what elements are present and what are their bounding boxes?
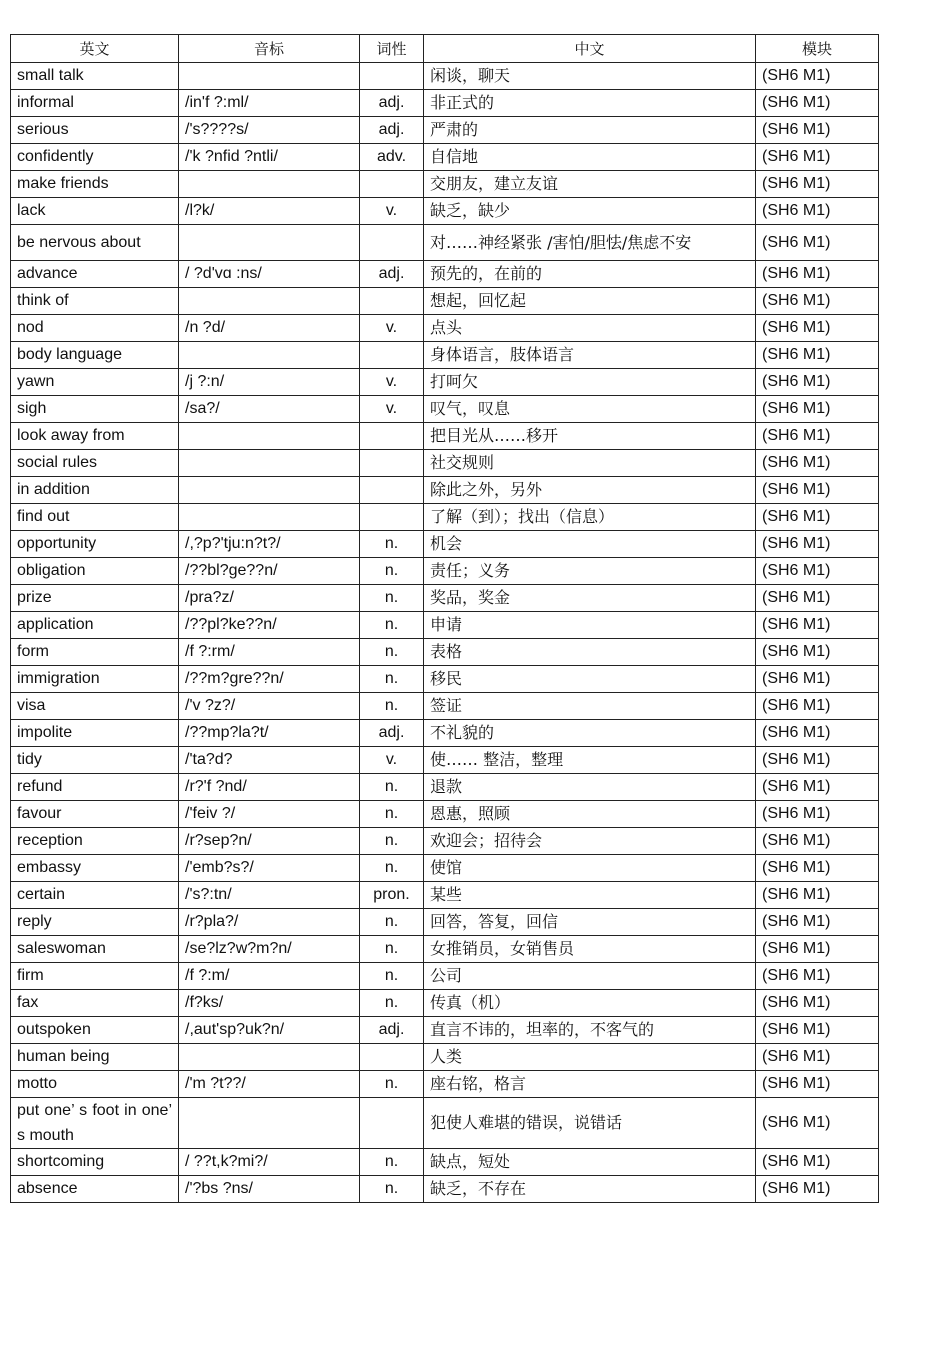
module-cell: (SH6 M1) — [756, 612, 879, 639]
pos-cell: v. — [360, 396, 424, 423]
phonetic-cell: /??mp?la?t/ — [179, 720, 360, 747]
phonetic-cell: /f ?:m/ — [179, 963, 360, 990]
module-cell: (SH6 M1) — [756, 963, 879, 990]
pos-cell: adj. — [360, 720, 424, 747]
pos-cell: n. — [360, 909, 424, 936]
chinese-cell: 回答，答复，回信 — [424, 909, 756, 936]
pos-cell: n. — [360, 963, 424, 990]
table-body — [11, 63, 879, 1203]
pos-cell: adv. — [360, 144, 424, 171]
table-row — [11, 990, 879, 1017]
phonetic-cell: /,?p?'tju:n?t?/ — [179, 531, 360, 558]
chinese-cell: 对……神经紧张 /害怕/胆怯/焦虑不安 — [424, 225, 756, 261]
english-cell: look away from — [11, 423, 179, 450]
table-row — [11, 855, 879, 882]
module-cell: (SH6 M1) — [756, 666, 879, 693]
phonetic-cell: /'m ?t??/ — [179, 1071, 360, 1098]
module-cell: (SH6 M1) — [756, 774, 879, 801]
table-row — [11, 612, 879, 639]
english-cell: immigration — [11, 666, 179, 693]
english-cell: informal — [11, 90, 179, 117]
english-cell: serious — [11, 117, 179, 144]
english-cell: yawn — [11, 369, 179, 396]
module-cell: (SH6 M1) — [756, 882, 879, 909]
english-cell: think of — [11, 288, 179, 315]
english-cell: in addition — [11, 477, 179, 504]
chinese-cell: 使馆 — [424, 855, 756, 882]
table-row — [11, 261, 879, 288]
pos-cell: n. — [360, 1149, 424, 1176]
table-row — [11, 882, 879, 909]
module-cell: (SH6 M1) — [756, 801, 879, 828]
module-cell: (SH6 M1) — [756, 585, 879, 612]
chinese-cell: 非正式的 — [424, 90, 756, 117]
chinese-cell: 直言不讳的，坦率的，不客气的 — [424, 1017, 756, 1044]
module-cell: (SH6 M1) — [756, 639, 879, 666]
pos-cell: pron. — [360, 882, 424, 909]
phonetic-cell: /r?pla?/ — [179, 909, 360, 936]
chinese-cell: 不礼貌的 — [424, 720, 756, 747]
table-row — [11, 720, 879, 747]
phonetic-cell: /pra?z/ — [179, 585, 360, 612]
chinese-cell: 退款 — [424, 774, 756, 801]
table-row — [11, 396, 879, 423]
module-cell: (SH6 M1) — [756, 828, 879, 855]
chinese-cell: 除此之外，另外 — [424, 477, 756, 504]
table-row — [11, 315, 879, 342]
english-cell: motto — [11, 1071, 179, 1098]
phonetic-cell: / ??t,k?mi?/ — [179, 1149, 360, 1176]
chinese-cell: 犯使人难堪的错误，说错话 — [424, 1098, 756, 1149]
chinese-cell: 传真（机） — [424, 990, 756, 1017]
phonetic-cell: /se?lz?w?m?n/ — [179, 936, 360, 963]
pos-cell: n. — [360, 639, 424, 666]
english-cell: refund — [11, 774, 179, 801]
pos-cell: adj. — [360, 261, 424, 288]
module-cell: (SH6 M1) — [756, 63, 879, 90]
module-cell: (SH6 M1) — [756, 477, 879, 504]
module-cell: (SH6 M1) — [756, 909, 879, 936]
phonetic-cell — [179, 477, 360, 504]
pos-cell: n. — [360, 828, 424, 855]
pos-cell: adj. — [360, 1017, 424, 1044]
header-part-of-speech: 词性 — [360, 35, 424, 63]
chinese-cell: 交朋友，建立友谊 — [424, 171, 756, 198]
english-cell: visa — [11, 693, 179, 720]
header-english: 英文 — [11, 35, 179, 63]
table-row — [11, 90, 879, 117]
english-cell: be nervous about — [11, 225, 179, 261]
module-cell: (SH6 M1) — [756, 261, 879, 288]
table-row — [11, 909, 879, 936]
table-row — [11, 666, 879, 693]
chinese-cell: 机会 — [424, 531, 756, 558]
phonetic-cell: /f ?:rm/ — [179, 639, 360, 666]
phonetic-cell — [179, 225, 360, 261]
chinese-cell: 自信地 — [424, 144, 756, 171]
module-cell: (SH6 M1) — [756, 936, 879, 963]
phonetic-cell — [179, 423, 360, 450]
module-cell: (SH6 M1) — [756, 531, 879, 558]
pos-cell: n. — [360, 693, 424, 720]
table-row — [11, 117, 879, 144]
english-cell: absence — [11, 1176, 179, 1203]
pos-cell: n. — [360, 1176, 424, 1203]
table-row — [11, 1044, 879, 1071]
module-cell: (SH6 M1) — [756, 855, 879, 882]
pos-cell: n. — [360, 936, 424, 963]
table-row — [11, 144, 879, 171]
chinese-cell: 点头 — [424, 315, 756, 342]
phonetic-cell — [179, 171, 360, 198]
table-row — [11, 531, 879, 558]
phonetic-cell: / ?d'vɑ :ns/ — [179, 261, 360, 288]
phonetic-cell: /'s????s/ — [179, 117, 360, 144]
module-cell: (SH6 M1) — [756, 693, 879, 720]
english-cell: embassy — [11, 855, 179, 882]
table-row — [11, 1149, 879, 1176]
english-cell: advance — [11, 261, 179, 288]
chinese-cell: 身体语言，肢体语言 — [424, 342, 756, 369]
table-row — [11, 225, 879, 261]
pos-cell — [360, 477, 424, 504]
module-cell: (SH6 M1) — [756, 225, 879, 261]
chinese-cell: 责任；义务 — [424, 558, 756, 585]
table-row — [11, 450, 879, 477]
module-cell: (SH6 M1) — [756, 315, 879, 342]
table-row — [11, 585, 879, 612]
english-cell: opportunity — [11, 531, 179, 558]
module-cell: (SH6 M1) — [756, 117, 879, 144]
english-cell: favour — [11, 801, 179, 828]
phonetic-cell: /n ?d/ — [179, 315, 360, 342]
module-cell: (SH6 M1) — [756, 144, 879, 171]
chinese-cell: 把目光从……移开 — [424, 423, 756, 450]
pos-cell — [360, 342, 424, 369]
chinese-cell: 想起，回忆起 — [424, 288, 756, 315]
phonetic-cell — [179, 63, 360, 90]
phonetic-cell: /r?'f ?nd/ — [179, 774, 360, 801]
table-row — [11, 1071, 879, 1098]
module-cell: (SH6 M1) — [756, 1044, 879, 1071]
english-cell: human being — [11, 1044, 179, 1071]
module-cell: (SH6 M1) — [756, 450, 879, 477]
english-cell: sigh — [11, 396, 179, 423]
pos-cell — [360, 1044, 424, 1071]
module-cell: (SH6 M1) — [756, 747, 879, 774]
chinese-cell: 女推销员，女销售员 — [424, 936, 756, 963]
chinese-cell: 申请 — [424, 612, 756, 639]
phonetic-cell: /'v ?z?/ — [179, 693, 360, 720]
chinese-cell: 表格 — [424, 639, 756, 666]
phonetic-cell: /'?bs ?ns/ — [179, 1176, 360, 1203]
phonetic-cell: /r?sep?n/ — [179, 828, 360, 855]
phonetic-cell: /f?ks/ — [179, 990, 360, 1017]
chinese-cell: 了解（到）；找出（信息） — [424, 504, 756, 531]
header-chinese: 中文 — [424, 35, 756, 63]
module-cell: (SH6 M1) — [756, 1149, 879, 1176]
module-cell: (SH6 M1) — [756, 90, 879, 117]
pos-cell: n. — [360, 855, 424, 882]
table-row — [11, 369, 879, 396]
english-cell: reply — [11, 909, 179, 936]
english-cell: small talk — [11, 63, 179, 90]
english-cell: reception — [11, 828, 179, 855]
module-cell: (SH6 M1) — [756, 1176, 879, 1203]
english-cell: saleswoman — [11, 936, 179, 963]
pos-cell: n. — [360, 774, 424, 801]
chinese-cell: 预先的，在前的 — [424, 261, 756, 288]
table-row — [11, 1098, 879, 1149]
table-row — [11, 1176, 879, 1203]
phonetic-cell: /'emb?s?/ — [179, 855, 360, 882]
pos-cell: n. — [360, 1071, 424, 1098]
english-cell: make friends — [11, 171, 179, 198]
pos-cell: v. — [360, 747, 424, 774]
table-row — [11, 423, 879, 450]
table-row — [11, 342, 879, 369]
chinese-cell: 缺乏，不存在 — [424, 1176, 756, 1203]
chinese-cell: 恩惠，照顾 — [424, 801, 756, 828]
module-cell: (SH6 M1) — [756, 342, 879, 369]
phonetic-cell: /??m?gre??n/ — [179, 666, 360, 693]
module-cell: (SH6 M1) — [756, 396, 879, 423]
english-cell: tidy — [11, 747, 179, 774]
phonetic-cell: /'ta?d? — [179, 747, 360, 774]
pos-cell: v. — [360, 198, 424, 225]
pos-cell: n. — [360, 585, 424, 612]
pos-cell: adj. — [360, 117, 424, 144]
pos-cell — [360, 63, 424, 90]
english-cell: impolite — [11, 720, 179, 747]
chinese-cell: 签证 — [424, 693, 756, 720]
table-row — [11, 774, 879, 801]
module-cell: (SH6 M1) — [756, 504, 879, 531]
english-cell: certain — [11, 882, 179, 909]
pos-cell — [360, 504, 424, 531]
english-cell: obligation — [11, 558, 179, 585]
phonetic-cell: /??pl?ke??n/ — [179, 612, 360, 639]
module-cell: (SH6 M1) — [756, 171, 879, 198]
pos-cell — [360, 1098, 424, 1149]
table-row — [11, 504, 879, 531]
english-cell: social rules — [11, 450, 179, 477]
pos-cell: v. — [360, 369, 424, 396]
header-phonetic: 音标 — [179, 35, 360, 63]
pos-cell: n. — [360, 666, 424, 693]
pos-cell: n. — [360, 612, 424, 639]
chinese-cell: 严肃的 — [424, 117, 756, 144]
english-cell: firm — [11, 963, 179, 990]
table-row — [11, 801, 879, 828]
english-cell: shortcoming — [11, 1149, 179, 1176]
pos-cell: adj. — [360, 90, 424, 117]
chinese-cell: 社交规则 — [424, 450, 756, 477]
phonetic-cell: /'feiv ?/ — [179, 801, 360, 828]
module-cell: (SH6 M1) — [756, 1017, 879, 1044]
chinese-cell: 座右铭，格言 — [424, 1071, 756, 1098]
chinese-cell: 闲谈，聊天 — [424, 63, 756, 90]
header-module: 模块 — [756, 35, 879, 63]
phonetic-cell: /'s?:tn/ — [179, 882, 360, 909]
chinese-cell: 使…… 整洁，整理 — [424, 747, 756, 774]
english-cell: fax — [11, 990, 179, 1017]
chinese-cell: 叹气，叹息 — [424, 396, 756, 423]
pos-cell: n. — [360, 801, 424, 828]
english-cell: prize — [11, 585, 179, 612]
module-cell: (SH6 M1) — [756, 1098, 879, 1149]
module-cell: (SH6 M1) — [756, 990, 879, 1017]
pos-cell — [360, 450, 424, 477]
table-row — [11, 1017, 879, 1044]
phonetic-cell — [179, 450, 360, 477]
table-row — [11, 288, 879, 315]
chinese-cell: 人类 — [424, 1044, 756, 1071]
phonetic-cell: /sa?/ — [179, 396, 360, 423]
module-cell: (SH6 M1) — [756, 558, 879, 585]
pos-cell — [360, 288, 424, 315]
table-row — [11, 63, 879, 90]
english-cell: form — [11, 639, 179, 666]
english-cell: lack — [11, 198, 179, 225]
table-row — [11, 171, 879, 198]
table-row — [11, 747, 879, 774]
english-cell: body language — [11, 342, 179, 369]
module-cell: (SH6 M1) — [756, 369, 879, 396]
pos-cell: v. — [360, 315, 424, 342]
phonetic-cell: /??bl?ge??n/ — [179, 558, 360, 585]
table-row — [11, 936, 879, 963]
phonetic-cell: /l?k/ — [179, 198, 360, 225]
table-row — [11, 639, 879, 666]
english-cell: outspoken — [11, 1017, 179, 1044]
table-row — [11, 558, 879, 585]
pos-cell: n. — [360, 990, 424, 1017]
module-cell: (SH6 M1) — [756, 288, 879, 315]
pos-cell — [360, 225, 424, 261]
phonetic-cell — [179, 1098, 360, 1149]
header-row — [11, 35, 879, 63]
phonetic-cell: /,aut'sp?uk?n/ — [179, 1017, 360, 1044]
table-row — [11, 693, 879, 720]
pos-cell: n. — [360, 558, 424, 585]
table-row — [11, 828, 879, 855]
english-cell: application — [11, 612, 179, 639]
chinese-cell: 移民 — [424, 666, 756, 693]
english-cell: put one’ s foot in one’ s mouth — [11, 1098, 179, 1149]
module-cell: (SH6 M1) — [756, 423, 879, 450]
chinese-cell: 缺点，短处 — [424, 1149, 756, 1176]
module-cell: (SH6 M1) — [756, 198, 879, 225]
module-cell: (SH6 M1) — [756, 720, 879, 747]
table-row — [11, 198, 879, 225]
table-row — [11, 477, 879, 504]
module-cell: (SH6 M1) — [756, 1071, 879, 1098]
english-cell: find out — [11, 504, 179, 531]
table-row — [11, 963, 879, 990]
chinese-cell: 打呵欠 — [424, 369, 756, 396]
chinese-cell: 公司 — [424, 963, 756, 990]
phonetic-cell — [179, 1044, 360, 1071]
phonetic-cell: /'k ?nfid ?ntli/ — [179, 144, 360, 171]
chinese-cell: 奖品，奖金 — [424, 585, 756, 612]
phonetic-cell — [179, 288, 360, 315]
chinese-cell: 欢迎会；招待会 — [424, 828, 756, 855]
pos-cell — [360, 423, 424, 450]
english-cell: confidently — [11, 144, 179, 171]
pos-cell: n. — [360, 531, 424, 558]
phonetic-cell — [179, 342, 360, 369]
chinese-cell: 缺乏，缺少 — [424, 198, 756, 225]
phonetic-cell: /in'f ?:ml/ — [179, 90, 360, 117]
phonetic-cell — [179, 504, 360, 531]
chinese-cell: 某些 — [424, 882, 756, 909]
phonetic-cell: /j ?:n/ — [179, 369, 360, 396]
pos-cell — [360, 171, 424, 198]
english-cell: nod — [11, 315, 179, 342]
vocabulary-table — [10, 34, 879, 1203]
